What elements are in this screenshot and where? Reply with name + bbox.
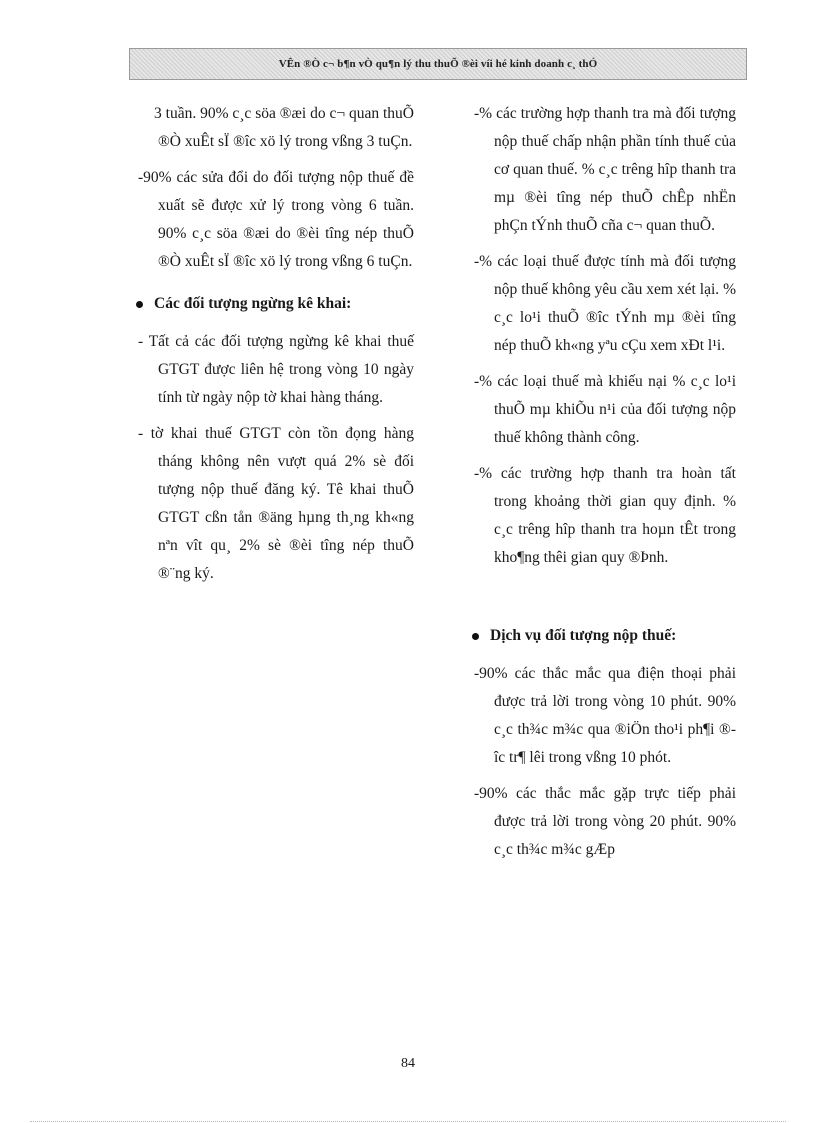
- paragraph: -% các loại thuế được tính mà đối tượng nộp thuế không yêu cầu xem xét lại. % c¸c lo¹i thuÕ ®îc tÝnh mµ ®èi tîng nép thuÕ kh«ng yªu cÇu xem xÐt l¹i.: [474, 253, 736, 354]
- page-bottom-rule: [30, 1121, 786, 1122]
- paragraph: -% các trường hợp thanh tra mà đối tượng nộp thuế chấp nhận phần tính thuế của cơ quan thuế. % c¸c trêng hîp thanh tra mµ ®èi tîng nép thuÕ chÊp nhËn phÇn tÝnh thuÕ cña c¬ quan thuÕ.: [474, 105, 736, 234]
- left-column: [138, 100, 414, 588]
- section-heading: [138, 290, 414, 318]
- section-heading-text: Các đối tượng ngừng kê khai:: [154, 295, 352, 312]
- paragraph: -% các loại thuế mà khiếu nại % c¸c lo¹i thuÕ mµ khiÕu n¹i của đối tượng nộp thuế không thành công.: [474, 373, 736, 446]
- paragraph: - Tất cả các đối tượng ngừng kê khai thuế GTGT được liên hệ trong vòng 10 ngày tính từ ngày nộp tờ khai hàng tháng.: [138, 333, 414, 406]
- right-column: [474, 100, 736, 864]
- paragraph: -90% các thắc mắc qua điện thoại phải được trả lời trong vòng 10 phút. 90% c¸c th¾c m¾c qua ®iÖn tho¹i ph¶i ®îc tr¶ lêi trong vßng 10 phót.: [474, 665, 736, 766]
- section-heading-text: Dịch vụ đối tượng nộp thuế:: [490, 627, 677, 644]
- paragraph: - tờ khai thuế GTGT còn tồn đọng hàng tháng không nên vượt quá 2% sè đối tượng nộp thuế đăng ký. Tê khai thuÕ GTGT cßn tån ®äng hµng th¸ng kh«ng nªn vît qu¸ 2% sè ®èi tîng nép thuÕ ®¨ng ký.: [138, 425, 414, 582]
- paragraph: -90% các thắc mắc gặp trực tiếp phải được trả lời trong vòng 20 phút. 90% c¸c th¾c m¾c gÆp: [474, 785, 736, 858]
- bullet-icon: [472, 633, 479, 640]
- paragraph: -90% các sửa đổi do đối tượng nộp thuế đề xuất sẽ được xử lý trong vòng 6 tuần. 90% c¸c söa ®æi do ®èi tîng nép thuÕ ®Ò xuÊt sÏ ®îc xö lý trong vßng 6 tuÇn.: [138, 169, 414, 270]
- paragraph: 3 tuần. 90% c¸c söa ®æi do c¬ quan thuÕ ®Ò xuÊt sÏ ®îc xö lý trong vßng 3 tuÇn.: [154, 105, 414, 150]
- running-header: [129, 48, 747, 80]
- running-header-title: VÊn ®Ò c¬ b¶n vÒ qu¶n lý thu thuÕ ®èi víi hé kinh doanh c¸ thÓ: [278, 58, 598, 70]
- bullet-icon: [136, 301, 143, 308]
- paragraph: -% các trường hợp thanh tra hoàn tất trong khoảng thời gian quy định. % c¸c trêng hîp thanh tra hoµn tÊt trong kho¶ng thêi gian quy ®Þnh.: [474, 465, 736, 566]
- section-heading: [474, 622, 736, 650]
- page-number: 84: [401, 1056, 415, 1071]
